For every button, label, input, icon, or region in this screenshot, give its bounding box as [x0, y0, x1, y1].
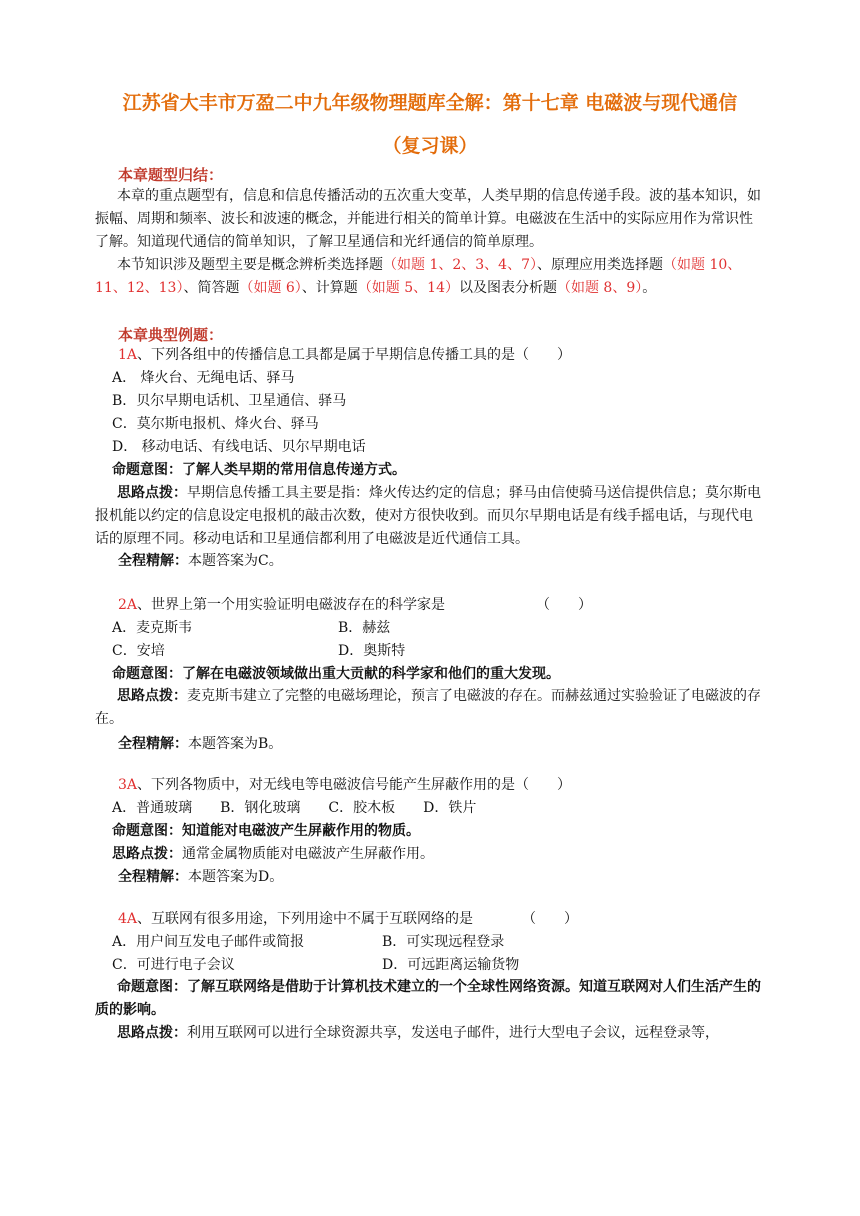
question-text: 、下列各组中的传播信息工具都是属于早期信息传播工具的是（ ） [137, 347, 572, 363]
answer-label: 全程精解： [118, 553, 188, 569]
summary-ref: （如题 5、14） [357, 280, 459, 296]
hint-text: 通常金属物质能对电磁波产生屏蔽作用。 [182, 846, 434, 862]
document-title-line1 [60, 88, 800, 115]
hint-text: 利用互联网可以进行全球资源共享，发送电子邮件，进行大型电子会议，远程登录等， [187, 1025, 719, 1041]
q4-option-d: D．可远距离运输货物 [382, 957, 520, 973]
question-1-stem [118, 344, 571, 366]
intent-text: 了解在电磁波领域做出重大贡献的科学家和他们的重大发现。 [182, 666, 560, 682]
question-number: 2A [118, 597, 138, 613]
summary-text: 。 [642, 280, 657, 296]
question-text: 、下列各物质中，对无线电等电磁波信号能产生屏蔽作用的是（ ） [137, 777, 572, 793]
summary-ref: （如题 6） [239, 280, 302, 296]
intent-label: 命题意图： [112, 666, 182, 682]
q4-hint [95, 1022, 765, 1045]
q1-answer [118, 550, 283, 572]
q3-intent [112, 820, 420, 842]
q1-option-b: B．贝尔早期电话机、卫星通信、驿马 [112, 393, 347, 409]
question-2-stem [118, 594, 592, 616]
summary-paragraph-2 [95, 254, 765, 300]
title-chapter: 第十七章 电磁波与现代通信 [502, 92, 738, 114]
summary-ref: （如题 10、11、12、13） [95, 257, 742, 296]
q2-option-c: C．安培 [112, 643, 165, 659]
intent-label: 命题意图： [117, 979, 187, 995]
q1-intent [112, 459, 406, 481]
intent-label: 命题意图： [112, 462, 182, 478]
q3-answer [118, 866, 283, 888]
question-number: 4A [118, 911, 138, 927]
question-3-stem [118, 774, 571, 796]
q2-option-b: B．赫兹 [338, 620, 391, 636]
intent-label: 命题意图： [112, 823, 182, 839]
summary-text: 、计算题 [301, 280, 358, 296]
summary-ref: （如题 8、9） [556, 280, 643, 296]
answer-label: 全程精解： [118, 736, 188, 752]
intent-text: 了解互联网络是借助于计算机技术建立的一个全球性网络资源。知道互联网对人们生活产生的质的影响。 [95, 979, 761, 1018]
q1-option-a: A． 烽火台、无绳电话、驿马 [112, 370, 295, 386]
hint-text: 早期信息传播工具主要是指：烽火传达约定的信息；驿马由信使骑马送信提供信息；莫尔斯电报机能以约定的信息设定电报机的敲击次数，使对方很快收到。而贝尔早期电话是有线手摇电话，与现代电话的原理不同。移动电话和卫星通信都利用了电磁波是近代通信工具。 [95, 485, 761, 547]
q3-hint [112, 843, 434, 865]
intent-text: 了解人类早期的常用信息传递方式。 [182, 462, 406, 478]
q1-hint [95, 482, 765, 551]
q2-hint [95, 685, 765, 731]
title-school: 江苏省大丰市万盈二中九年级物理题库全解： [122, 92, 503, 114]
summary-text: 、原理应用类选择题 [537, 257, 663, 273]
summary-ref: （如题 1、2、3、4、7） [383, 257, 537, 273]
answer-text: 本题答案为B。 [188, 736, 283, 752]
hint-label: 思路点拨： [117, 1025, 187, 1041]
summary-heading: 本章题型归结： [118, 166, 224, 184]
summary-text: 以及图表分析题 [458, 280, 557, 296]
intent-text: 知道能对电磁波产生屏蔽作用的物质。 [182, 823, 420, 839]
question-4-stem [118, 908, 578, 930]
summary-paragraph-1: 本章的重点题型有，信息和信息传播活动的五次重大变革，人类早期的信息传递手段。波的基本知识，如振幅、周期和频率、波长和波速的概念，并能进行相关的简单计算。电磁波在生活中的实际应用作为常识性了解。知道现代通信的简单知识，了解卫星通信和光纤通信的简单原理。 [95, 188, 761, 250]
answer-text: 本题答案为D。 [188, 869, 284, 885]
question-text: 、互联网有很多用途，下列用途中不属于互联网络的是 （ ） [137, 911, 579, 927]
q2-intent [112, 663, 560, 685]
q4-option-c: C．可进行电子会议 [112, 957, 235, 973]
summary-text: 本节知识涉及题型主要是概念辨析类选择题 [117, 257, 383, 273]
answer-text: 本题答案为C。 [188, 553, 283, 569]
q3-options: A．普通玻璃 B．钢化玻璃 C．胶木板 D．铁片 [112, 800, 477, 816]
question-number: 1A [118, 347, 138, 363]
q4-option-b: B．可实现远程登录 [382, 934, 505, 950]
hint-text: 麦克斯韦建立了完整的电磁场理论，预言了电磁波的存在。而赫兹通过实验验证了电磁波的存在。 [95, 688, 761, 727]
q4-option-a: A．用户间互发电子邮件或简报 [112, 934, 305, 950]
q1-option-c: C．莫尔斯电报机、烽火台、驿马 [112, 416, 319, 432]
q2-answer [118, 733, 282, 755]
q1-option-d: D． 移动电话、有线电话、贝尔早期电话 [112, 439, 366, 455]
question-text: 、世界上第一个用实验证明电磁波存在的科学家是 （ ） [137, 597, 593, 613]
q2-option-a: A．麦克斯韦 [112, 620, 193, 636]
answer-label: 全程精解： [118, 869, 188, 885]
summary-text: 、简答题 [183, 280, 240, 296]
q2-option-d: D．奥斯特 [338, 643, 406, 659]
hint-label: 思路点拨： [117, 688, 187, 704]
q4-intent [95, 976, 765, 1022]
question-number: 3A [118, 777, 138, 793]
hint-label: 思路点拨： [117, 485, 187, 501]
hint-label: 思路点拨： [112, 846, 182, 862]
document-title-line2: （复习课） [382, 135, 478, 157]
examples-heading: 本章典型例题： [118, 326, 224, 344]
